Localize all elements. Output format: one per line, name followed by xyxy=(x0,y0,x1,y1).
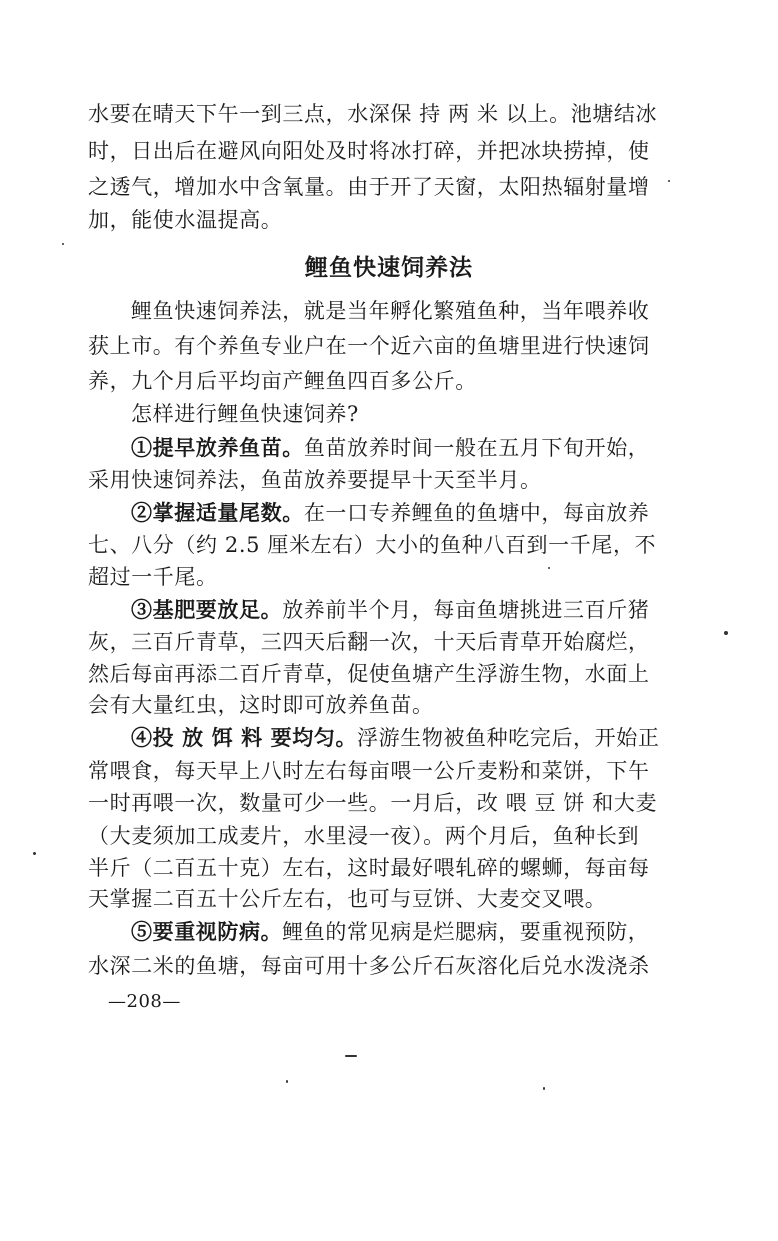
text-line: 时，日出后在避风向阳处及时将冰打碎，并把冰块捞掉，使 xyxy=(88,139,650,163)
text-line: 获上市。有个养鱼专业户在一个近六亩的鱼塘里进行快速饲 xyxy=(88,334,650,358)
text-line: 水深二米的鱼塘，每亩可用十多公斤石灰溶化后兑水泼浇杀 xyxy=(88,954,650,978)
step-3-text: 放养前半个月，每亩鱼塘挑进三百斤猪 xyxy=(282,598,650,622)
question-line: 怎样进行鲤鱼快速饲养? xyxy=(131,402,359,426)
step-2-first-line xyxy=(131,499,661,527)
text-line: 采用快速饲养法，鱼苗放养要提早十天至半月。 xyxy=(88,468,542,492)
text-line: 鲤鱼快速饲养法，就是当年孵化繁殖鱼种，当年喂养收 xyxy=(131,299,650,323)
text-line: 超过一千尾。 xyxy=(88,565,218,589)
step-2-text: 在一口专养鲤鱼的鱼塘中，每亩放养 xyxy=(303,501,650,525)
text-line: 半斤（二百五十克）左右，这时最好喂轧碎的螺蛳，每亩每 xyxy=(88,856,650,880)
step-2-heading: ②掌握适量尾数。 xyxy=(131,500,304,525)
text-line: 然后每亩再添二百斤青草，促使鱼塘产生浮游生物，水面上 xyxy=(88,662,650,686)
step-4-first-line xyxy=(131,724,661,752)
step-1-heading: ①提早放养鱼苗。 xyxy=(131,435,304,460)
page-number: —208— xyxy=(108,991,181,1012)
text-line: 天掌握二百五十公斤左右，也可与豆饼、大麦交叉喂。 xyxy=(88,887,607,911)
text-line: 之透气，增加水中含氧量。由于开了天窗，太阳热辐射量增 xyxy=(88,175,650,199)
section-title: 鲤鱼快速饲养法 xyxy=(305,254,473,281)
scan-speck xyxy=(668,180,670,182)
text-line: 一时再喂一次，数量可少一些。一月后，改 喂 豆 饼 和大麦 xyxy=(88,791,658,815)
scan-speck xyxy=(548,567,550,569)
text-line: 常喂食，每天早上八时左右每亩喂一公斤麦粉和菜饼，下午 xyxy=(88,759,650,783)
step-4-heading: ④投 放 饵 料 要均匀。 xyxy=(131,725,358,750)
step-5-heading: ⑤要重视防病。 xyxy=(131,919,283,944)
text-line: 水要在晴天下午一到三点，水深保 持 两 米 以上。池塘结冰 xyxy=(88,102,658,126)
text-line: 会有大量红虫，这时即可放养鱼苗。 xyxy=(88,693,434,717)
scan-speck xyxy=(724,631,728,635)
text-line: 加，能使水温提高。 xyxy=(88,208,283,232)
step-1-text: 鱼苗放养时间一般在五月下旬开始， xyxy=(303,436,650,460)
step-5-text: 鲤鱼的常见病是烂腮病，要重视预防， xyxy=(282,920,650,944)
step-4-text: 浮游生物被鱼种吃完后，开始正 xyxy=(357,726,660,750)
scan-speck xyxy=(286,1080,288,1083)
text-line: 灰，三百斤青草，三四天后翻一次，十天后青草开始腐烂， xyxy=(88,630,650,654)
step-3-first-line xyxy=(131,596,661,624)
text-line: （大麦须加工成麦片，水里浸一夜）。两个月后，鱼种长到 xyxy=(88,824,640,848)
text-line: 七、八分（约 2.5 厘米左右）大小的鱼种八百到一千尾，不 xyxy=(88,533,657,557)
step-1-first-line xyxy=(131,434,661,462)
step-5-first-line xyxy=(131,918,661,946)
scan-speck xyxy=(543,1087,545,1090)
scan-speck xyxy=(62,243,64,245)
step-3-heading: ③基肥要放足。 xyxy=(131,597,283,622)
scan-speck xyxy=(33,852,36,855)
scan-speck xyxy=(345,1055,357,1057)
text-line: 养，九个月后平均亩产鲤鱼四百多公斤。 xyxy=(88,369,477,393)
